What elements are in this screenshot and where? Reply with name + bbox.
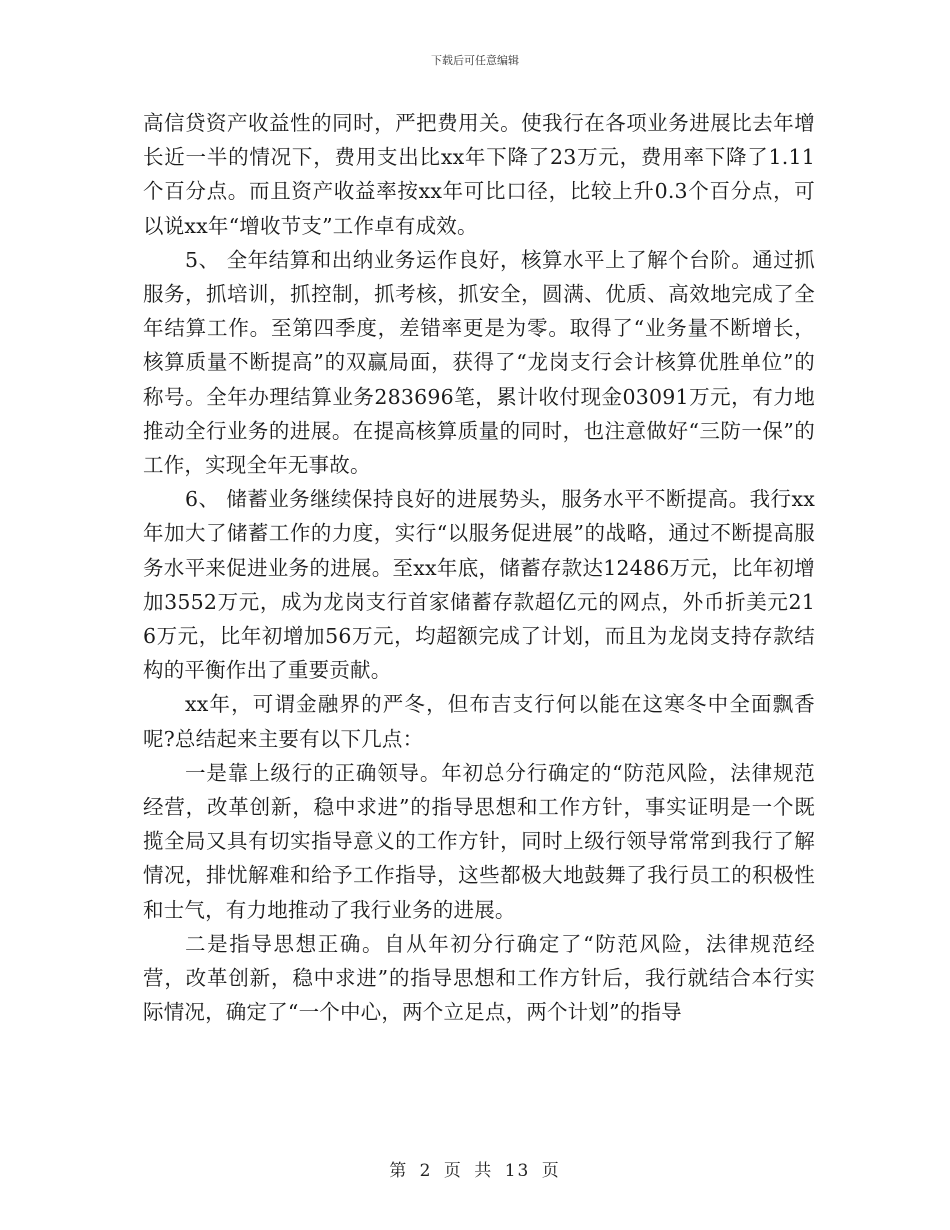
document-body [143,106,815,1029]
paragraph-6: 二是指导思想正确。自从年初分行确定了“防范风险，法律规范经营，改革创新，稳中求进”的指导思想和工作方针后，我行就结合本行实际情况，确定了“一个中心，两个立足点，两个计划”的指导 [143,931,815,1025]
paragraph-1: 高信贷资产收益性的同时，严把费用关。使我行在各项业务进展比去年增长近一半的情况下，费用支出比xx年下降了23万元，费用率下降了1.11个百分点。而且资产收益率按xx年可比口径，比较上升0.3个百分点，可以说xx年“增收节支”工作卓有成效。 [143,111,815,238]
paragraph-4: xx年，可谓金融界的严冬，但布吉支行何以能在这寒冬中全面飘香呢?总结起来主要有以下几点： [143,692,815,751]
page-number-footer: 第 2 页 共 13 页 [389,1161,561,1181]
paragraph-3: 6、 储蓄业务继续保持良好的进展势头，服务水平不断提高。我行xx年加大了储蓄工作的力度，实行“以服务促进展”的战略，通过不断提高服务水平来促进业务的进展。至xx年底，储蓄存款达12486万元，比年初增加3552万元，成为龙岗支行首家储蓄存款超亿元的网点，外币折美元216万元，比年初增加56万元，均超额完成了计划，而且为龙岗支持存款结构的平衡作出了重要贡献。 [143,487,815,683]
page-header-note: 下载后可任意编辑 [431,54,519,67]
paragraph-2: 5、 全年结算和出纳业务运作良好，核算水平上了解个台阶。通过抓服务，抓培训，抓控制，抓考核，抓安全，圆满、优质、高效地完成了全年结算工作。至第四季度，差错率更是为零。取得了“业务量不断增长，核算质量不断提高”的双赢局面，获得了“龙岗支行会计核算优胜单位”的称号。全年办理结算业务283696笔，累计收付现金03091万元，有力地推动全行业务的进展。在提高核算质量的同时，也注意做好“三防一保”的工作，实现全年无事故。 [143,247,815,478]
paragraph-5: 一是靠上级行的正确领导。年初总分行确定的“防范风险，法律规范经营，改革创新，稳中求进”的指导思想和工作方针，事实证明是一个既揽全局又具有切实指导意义的工作方针，同时上级行领导常常到我行了解情况，排忧解难和给予工作指导，这些都极大地鼓舞了我行员工的积极性和士气，有力地推动了我行业务的进展。 [143,760,815,922]
